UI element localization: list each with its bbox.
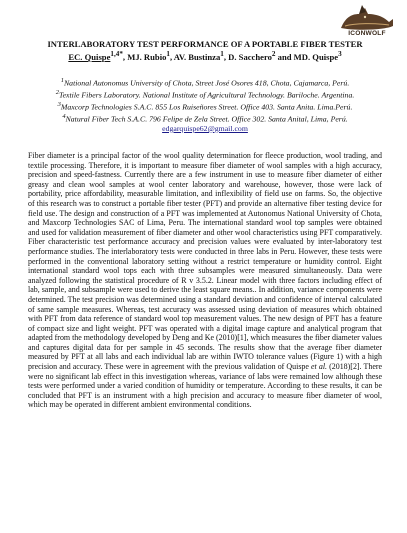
affiliation-number: 2	[55, 88, 59, 96]
author	[174, 52, 228, 62]
author	[228, 52, 294, 62]
author-affiliation-mark: 1	[166, 50, 170, 58]
affiliation-number: 4	[62, 112, 66, 120]
conference-logo	[335, 2, 399, 38]
paper-header	[28, 39, 382, 134]
author	[294, 52, 342, 62]
affiliation-number: 1	[60, 76, 64, 84]
affiliation-text: Maxcorp Technologies S.A.C. 855 Los Ruiseñores Street. Office 403. Santa Anita. Lima.Perú.	[60, 102, 353, 112]
affiliation	[28, 76, 382, 88]
affiliation-text: Textile Fibers Laboratory. National Institute of Agricultural Technology. Bariloche. Argentina.	[58, 90, 355, 100]
affiliation-list	[28, 76, 382, 134]
affiliation	[28, 100, 382, 112]
affiliation-text: Natural Fiber Tech S.A.C. 796 Felipe de Zela Street. Office 302. Santa Anital, Lima, Perú.	[65, 114, 348, 124]
author	[68, 52, 127, 62]
author-affiliation-mark: 3	[338, 50, 342, 58]
author-separator: ,	[223, 51, 229, 62]
affiliation	[28, 88, 382, 100]
affiliation	[28, 112, 382, 124]
contact-email-link[interactable]: edgarquispe62@gmail.com	[162, 123, 248, 133]
author	[127, 52, 174, 62]
logo-wordmark: ICONWOLF	[348, 30, 386, 37]
author-list	[28, 49, 382, 62]
author-affiliation-mark: 1,4*	[110, 50, 123, 58]
author-name: MD. Quispe	[293, 51, 339, 62]
abstract-body	[28, 151, 382, 410]
abstract-text: Fiber diameter is a principal factor of the wool quality determination for fleece production, wool trading, and textile processing. Therefore, it is important to measure fiber diameter of wool samples with a high accuracy, precision and speed-fastness. Currently there are a few instrument in use to measure fiber diameter of either greasy and clean wool samples at wool center laboratory and warehouse, however, those were lack of portability, price affordability, measurable limitation, and inflexibility of field use on farms. So, the objective of this research was to construct a portable fiber tester (PFT) and provide an alternative fiber testing device for field use. The design and construction of a PFT was implemented at Autonomus National University of Chota, and Maxcorp Technologies SAC of Lima, Peru. The international standard wool top samples were obtained and used for validation measurement of fiber diameter and other wool characteristics using PFT comparatively. Fiber characteristic test performance accuracy and precision values were evaluated by inter-laboratory test performance studies. The interlaboratory tests were conducted in three labs in Peru. However, these tests were performed in the conventional laboratory setting without a restrict temperature or humidity control. Eight international standard wool tops each with three subsamples were measured simultaneously. Data were analyzed following the statistical procedure of R v 3.5.2. Linear model with three factors including effect of lab, sample, and subsample were used to derive the least square means.. In addition, variance components were determined. The test precision was determined using a standard deviation and confidence of interval calculated of same sample measures. Whereas, test accuracy was assessed using deviation of measures which obtained with PFT from data reference of standard wool top measurement values. The new design of PFT has a feature of compact size and light weight. PFT was operated with a digital image capture and analytical program that adapted from the methodology developed by Deng and Ke (2010)[1], which measures the fiber diameter values and captures digital data for per sample in 45 seconds. The results show that the average fiber diameter measured by PFT at all labs and each individual lab are within IWTO tolerance values (Figure 1) with a high precision and accuracy. These were in agreement with the previous validation of Quispe	[28, 151, 382, 372]
author-name: AV. Bustinza	[173, 51, 221, 62]
author-name: EC. Quispe	[68, 51, 111, 62]
author-separator: ,	[169, 51, 174, 62]
author-name: D. Sacchero	[228, 51, 272, 62]
author-separator: ,	[122, 51, 128, 62]
author-affiliation-mark: 1	[220, 50, 224, 58]
affiliation-text: National Autonomus University of Chota, Street José Osores 418, Chota, Cajamarca, Perú.	[63, 78, 350, 88]
wolf-logo-icon	[335, 2, 399, 32]
abstract-text-italic: et al.	[311, 362, 328, 372]
paper-title: INTERLABORATORY TEST PERFORMANCE OF A PORTABLE FIBER TESTER	[47, 39, 363, 49]
author-name: MJ. Rubio	[127, 51, 167, 62]
abstract-text: (2018)[2]. There were no significant lab effect in this investigation whereas, variance of labs were remained low although these tests were performed under a varied condition of humidity or temperature. According to these results, it can be concluded that PFT is an instrument with a high precision and accuracy to measure fiber diameter of wool, which may be operated in different ambient environmental conditions.	[28, 362, 383, 410]
author-affiliation-mark: 2	[271, 50, 276, 58]
author-separator: and	[275, 51, 294, 62]
affiliation-number: 3	[57, 100, 61, 108]
